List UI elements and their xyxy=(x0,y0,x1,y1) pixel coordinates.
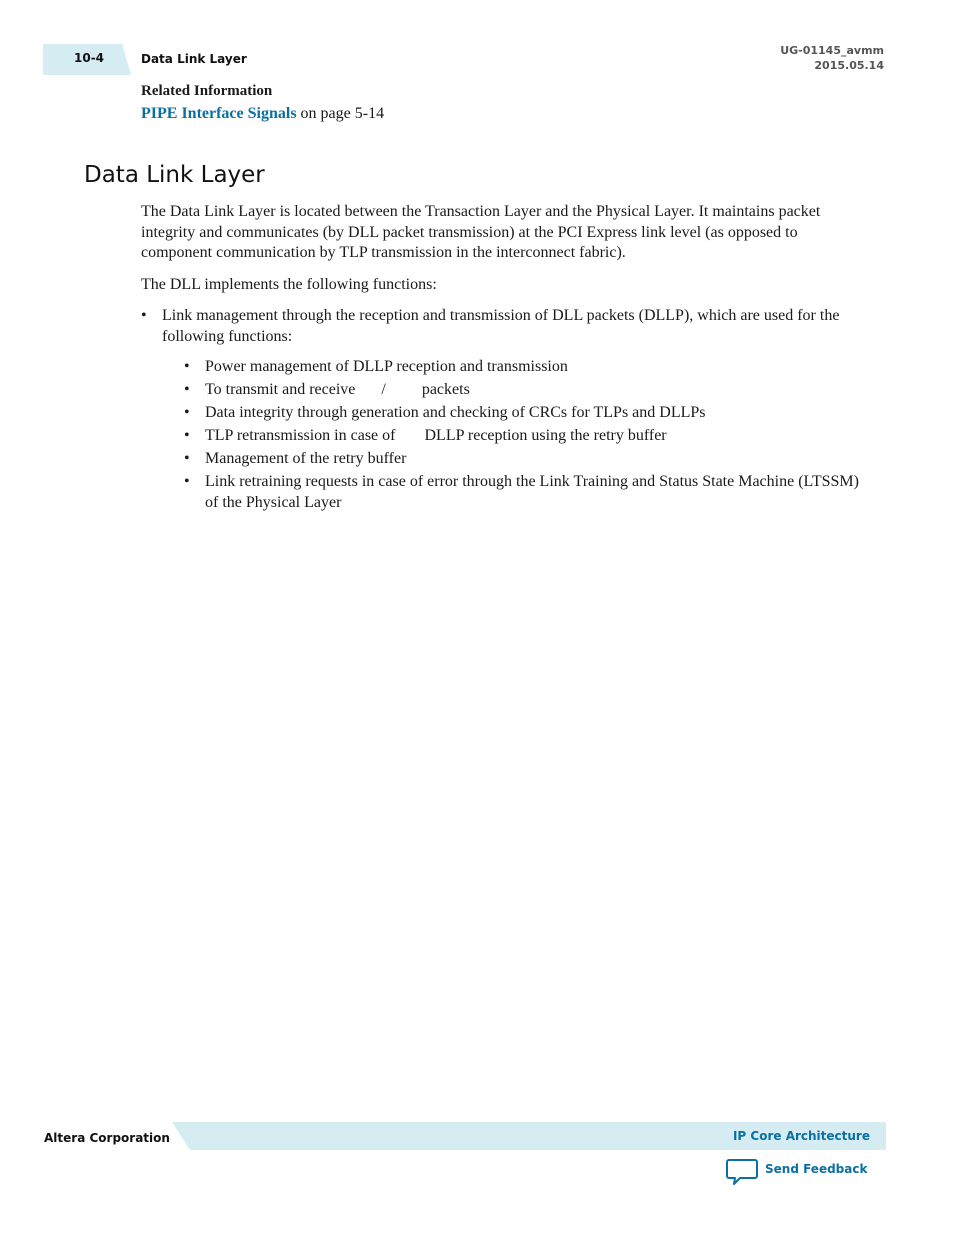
send-feedback-label: Send Feedback xyxy=(765,1162,868,1176)
send-feedback-button[interactable] xyxy=(726,1158,867,1188)
related-information-entry xyxy=(141,105,384,123)
list-item: • Data integrity through generation and checking of CRCs for TLPs and DLLPs xyxy=(184,403,866,424)
header-section-title: Data Link Layer xyxy=(141,52,247,66)
main-bullet-text: Link management through the reception and transmission of DLL packets (DLLP), which are used for the following functions: xyxy=(162,307,840,345)
list-item: • Link retraining requests in case of error through the Link Training and Status State Machine (LTSSM) of the Physical Layer xyxy=(184,472,866,513)
speech-bubble-icon xyxy=(726,1158,758,1186)
list-item xyxy=(184,426,866,447)
sub-functions-list xyxy=(162,357,866,513)
related-information-title: Related Information xyxy=(141,83,273,99)
pipe-interface-signals-link[interactable]: PIPE Interface Signals xyxy=(141,105,297,122)
section-body xyxy=(141,202,866,523)
sub-bullet-text: DLLP reception using the retry buffer xyxy=(424,427,667,444)
intro-paragraph: The Data Link Layer is located between the Transaction Layer and the Physical Layer. It maintains packet integrity and communicates (by DLL packet transmission) at the PCI Express link level (as opposed to component communication by TLP transmission in the interconnect fabric). xyxy=(141,203,821,261)
functions-lead-paragraph: The DLL implements the following functions: xyxy=(141,275,437,293)
functions-list xyxy=(141,306,866,513)
doc-id: UG-01145_avmm xyxy=(780,44,884,57)
page-number: 10-4 xyxy=(74,51,105,65)
list-item xyxy=(141,306,866,513)
sub-bullet-separator: / xyxy=(381,381,386,398)
header-doc-info xyxy=(780,43,884,73)
section-heading: Data Link Layer xyxy=(84,162,265,188)
list-item: • Management of the retry buffer xyxy=(184,449,866,470)
related-link-page-ref: on page 5-14 xyxy=(300,105,385,122)
sub-bullet-text: packets xyxy=(421,381,470,398)
sub-bullet-text: TLP retransmission in case of xyxy=(205,427,396,444)
list-item: • Power management of DLLP reception and transmission xyxy=(184,357,866,378)
sub-bullet-text: To transmit and receive xyxy=(205,381,356,398)
footer-chapter-title: IP Core Architecture xyxy=(732,1129,870,1143)
list-item xyxy=(184,380,866,401)
footer-company: Altera Corporation xyxy=(44,1131,170,1145)
doc-date: 2015.05.14 xyxy=(814,59,884,72)
